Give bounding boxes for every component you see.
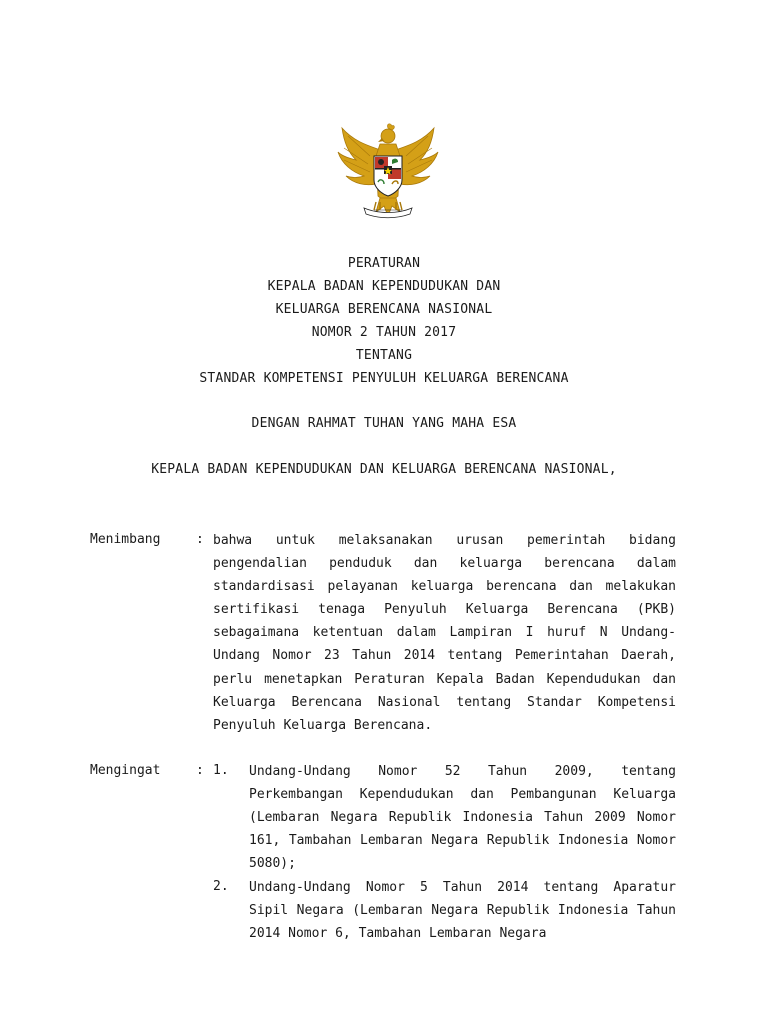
mengingat-item-2-number: 2. [213,879,229,894]
mengingat-label: Mengingat [90,763,161,778]
menimbang-colon: : [196,532,204,547]
heading-issuer-1: KEPALA BADAN KEPENDUDUKAN DAN [267,279,501,294]
heading-type: PERATURAN [347,256,421,271]
mengingat-item-1-text: Undang-Undang Nomor 52 Tahun 2009, tentang Perkembangan Kependudukan dan Pembangunan Keluarga (Lembaran Negara Republik Indonesia Tahun 2009 Nomor 161, Tambahan Lembaran Negara Republik Indonesia Nomor 5080); [249,764,676,872]
preamble: DENGAN RAHMAT TUHAN YANG MAHA ESA [251,416,517,431]
official-title: KEPALA BADAN KEPENDUDUKAN DAN KELUARGA BERENCANA NASIONAL, [151,462,617,477]
heading-issuer-2: KELUARGA BERENCANA NASIONAL [275,302,493,317]
mengingat-item-1-number: 1. [213,763,229,778]
menimbang-label: Menimbang [90,532,161,547]
garuda-emblem-icon [334,122,442,222]
menimbang-text: bahwa untuk melaksanakan urusan pemerintah bidang pengendalian penduduk dan keluarga berencana dalam standardisasi pelayanan keluarga berencana dan melakukan sertifikasi tenaga Penyuluh Keluarga Berencana (PKB) sebagaimana ketentuan dalam Lampiran I huruf N Undang-Undang Nomor 23 Tahun 2014 tentang Pemerintahan Daerah, perlu menetapkan Peraturan Kepala Badan Kependudukan dan Keluarga Berencana Nasional tentang Standar Kompetensi Penyuluh Keluarga Berencana. [213,533,676,733]
heading-about: TENTANG [355,348,413,363]
heading-number: NOMOR 2 TAHUN 2017 [311,325,457,340]
heading-block [0,252,768,390]
heading-subject: STANDAR KOMPETENSI PENYULUH KELUARGA BERENCANA [199,371,569,386]
mengingat-colon: : [196,763,204,778]
mengingat-item-2-text: Undang-Undang Nomor 5 Tahun 2014 tentang Aparatur Sipil Negara (Lembaran Negara Republik Indonesia Tahun 2014 Nomor 6, Tambahan Lembaran Negara [249,880,676,942]
